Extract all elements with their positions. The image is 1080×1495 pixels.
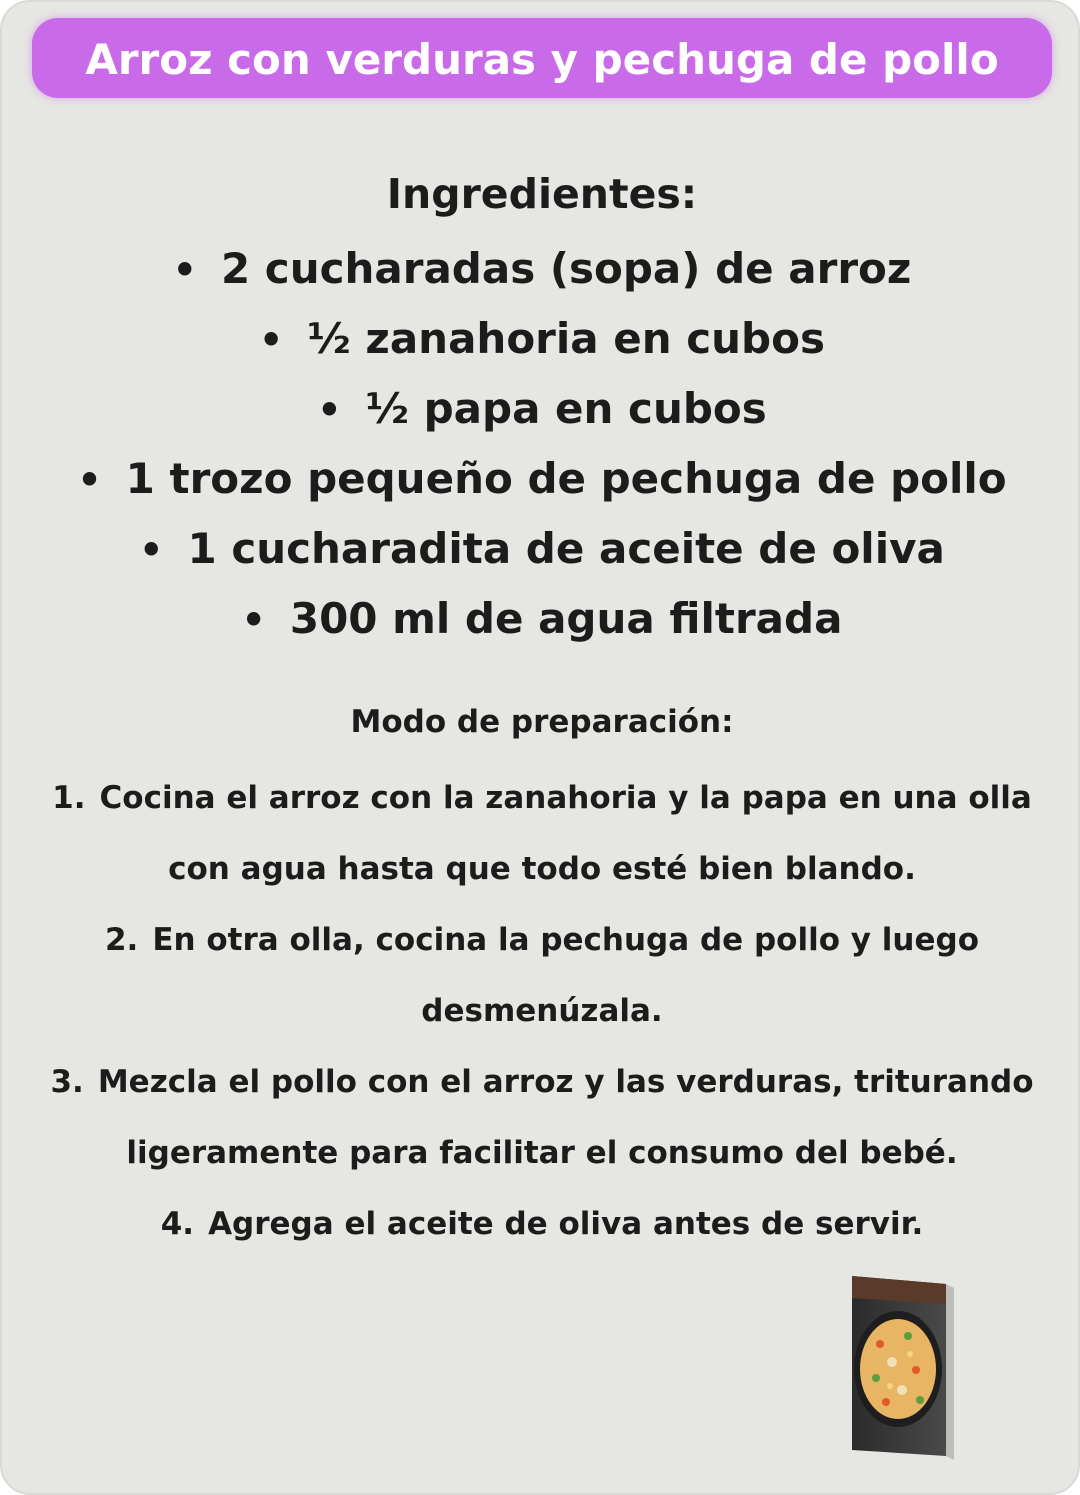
ingredient-text: 1 cucharadita de aceite de oliva (187, 524, 945, 573)
step-number: 4. (160, 1206, 195, 1242)
ingredient-text: 1 trozo pequeño de pechuga de pollo (125, 454, 1007, 503)
step-1-line-1 (2, 773, 1080, 823)
step-4-line-1 (2, 1199, 1080, 1249)
step-text: Cocina el arroz con la zanahoria y la papa en una olla (99, 780, 1032, 816)
cookbook-icon (850, 1274, 956, 1464)
step-text: Agrega el aceite de oliva antes de servir. (208, 1206, 924, 1242)
ingredient-text: 2 cucharadas (sopa) de arroz (220, 244, 912, 293)
bullet-icon: • (317, 388, 342, 432)
step-3-line-1 (2, 1057, 1080, 1107)
step-2-line-2: desmenúzala. (421, 993, 663, 1029)
preparation-heading: Modo de preparación: (350, 704, 734, 740)
ingredient-item (2, 304, 1080, 374)
bullet-icon: • (77, 458, 102, 502)
ingredient-item (2, 444, 1080, 514)
step-number: 2. (104, 922, 139, 958)
ingredient-text: 300 ml de agua filtrada (289, 594, 843, 643)
step-text: Mezcla el pollo con el arroz y las verduras, triturando (97, 1064, 1034, 1100)
ingredient-item (2, 374, 1080, 444)
ingredient-item (2, 584, 1080, 654)
step-number: 3. (50, 1064, 84, 1100)
ingredient-text: ½ papa en cubos (365, 384, 767, 433)
step-text: En otra olla, cocina la pechuga de pollo y luego (152, 922, 980, 958)
bullet-icon: • (241, 598, 266, 642)
bullet-icon: • (172, 248, 197, 292)
step-3-line-2: ligeramente para facilitar el consumo del bebé. (126, 1135, 958, 1171)
bullet-icon: • (139, 528, 164, 572)
recipe-title: Arroz con verduras y pechuga de pollo (85, 35, 999, 84)
bullet-icon: • (259, 318, 284, 362)
step-1-line-2: con agua hasta que todo esté bien blando. (168, 851, 916, 887)
step-2-line-1 (2, 915, 1080, 965)
step-number: 1. (52, 780, 86, 816)
ingredient-text: ½ zanahoria en cubos (307, 314, 825, 363)
ingredient-item (2, 234, 1080, 304)
ingredients-list (2, 234, 1080, 654)
ingredients-heading: Ingredientes: (386, 170, 698, 218)
ingredient-item (2, 514, 1080, 584)
